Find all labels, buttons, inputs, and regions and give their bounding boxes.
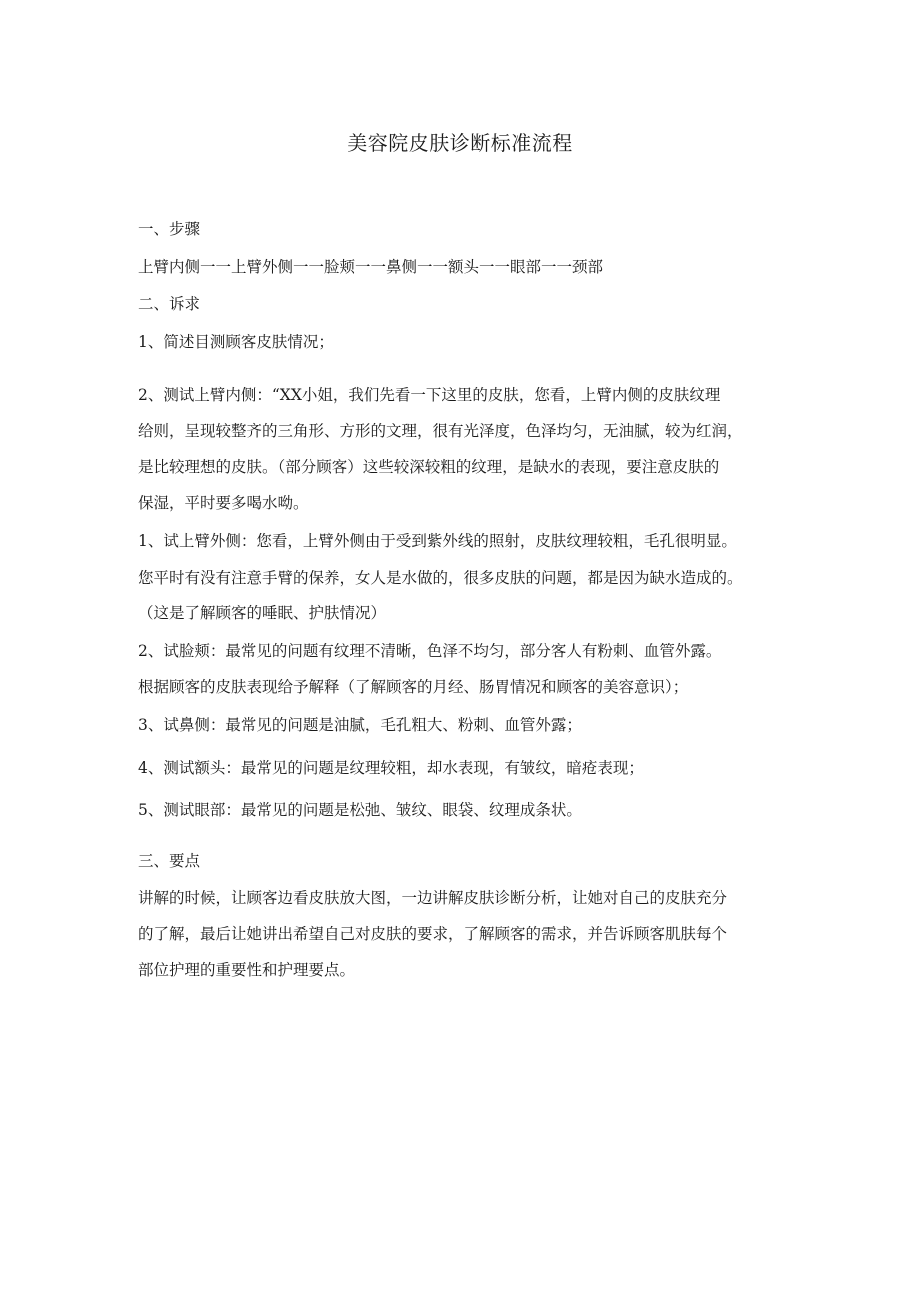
section-heading-key-points: 三、要点 bbox=[138, 852, 201, 870]
forehead-test: 4、测试额头：最常见的问题是纹理较粗，却水表现，有皱纹，暗疮表现； bbox=[138, 759, 644, 777]
appeal-item-2-line: 保湿，平时要多喝水呦。 bbox=[138, 494, 309, 512]
section-heading-appeal: 二、诉求 bbox=[138, 295, 201, 313]
appeal-item-2-line: 是比较理想的皮肤。（部分顾客）这些较深较粗的纹理，是缺水的表现，要注意皮肤的 bbox=[138, 458, 720, 476]
steps-sequence: 上臂内侧一一上臂外侧一一脸颊一一鼻侧一一额头一一眼部一一颈部 bbox=[138, 258, 604, 276]
nose-test: 3、试鼻侧：最常见的问题是油腻，毛孔粗大、粉刺、血管外露； bbox=[138, 716, 582, 734]
cheek-line: 根据顾客的皮肤表现给予解释（了解顾客的月经、肠胃情况和顾客的美容意识）； bbox=[138, 678, 689, 696]
outer-arm-line: 您平时有没有注意手臂的保养，女人是水做的，很多皮肤的问题，都是因为缺水造成的。 bbox=[138, 569, 743, 587]
eyes-test: 5、测试眼部：最常见的问题是松弛、皱纹、眼袋、纹理成条状。 bbox=[138, 801, 582, 819]
key-points-line: 讲解的时候，让顾客边看皮肤放大图，一边讲解皮肤诊断分析，让她对自己的皮肤充分 bbox=[138, 889, 728, 907]
key-points-line: 部位护理的重要性和护理要点。 bbox=[138, 961, 356, 979]
appeal-item-2-line: 2、测试上臂内侧：“XX小姐，我们先看一下这里的皮肤，您看，上臂内侧的皮肤纹理 bbox=[138, 386, 721, 404]
cheek-line: 2、试脸颊：最常见的问题有纹理不清晰，色泽不均匀，部分客人有粉刺、血管外露。 bbox=[138, 642, 722, 660]
appeal-item-1: 1、简述目测顾客皮肤情况； bbox=[138, 333, 334, 351]
appeal-item-2-line: 给则，呈现较整齐的三角形、方形的文理，很有光泽度，色泽均匀，无油腻，较为红润， bbox=[138, 422, 743, 440]
key-points-line: 的了解，最后让她讲出希望自己对皮肤的要求，了解顾客的需求，并告诉顾客肌肤每个 bbox=[138, 925, 728, 943]
section-heading-steps: 一、步骤 bbox=[138, 220, 201, 238]
outer-arm-line: （这是了解顾客的唾眠、护肤情况） bbox=[138, 604, 387, 622]
document-title: 美容院皮肤诊断标准流程 bbox=[347, 131, 573, 155]
outer-arm-line: 1、试上臂外侧：您看，上臂外侧由于受到紫外线的照射，皮肤纹理较粗，毛孔很明显。 bbox=[138, 532, 737, 550]
